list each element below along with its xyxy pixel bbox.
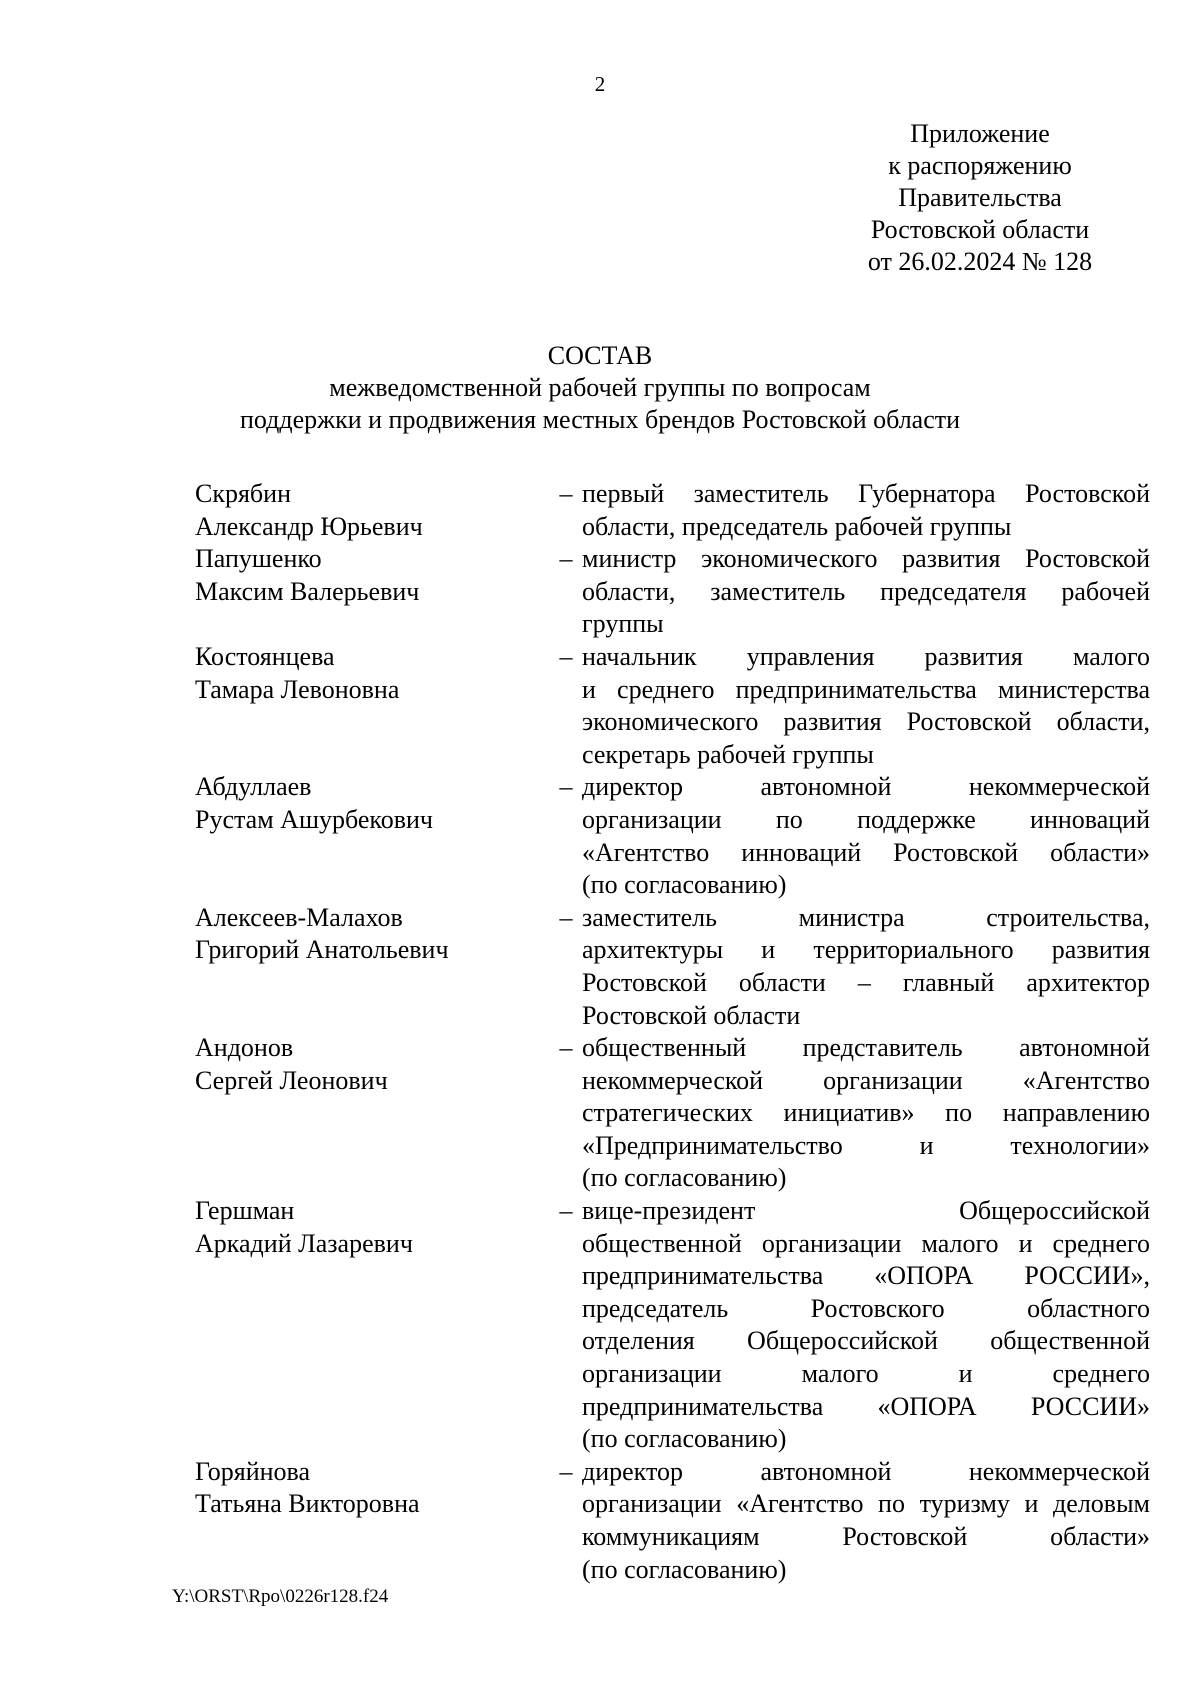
appendix-header	[820, 118, 1140, 278]
member-role-line: заместитель министра строительства,	[582, 902, 1150, 932]
member-role-line: Ростовской области	[582, 1000, 801, 1030]
member-role-line: отделения Общероссийской общественной	[582, 1326, 1150, 1356]
member-role-line: предпринимательства «ОПОРА РОССИИ»	[582, 1391, 1150, 1421]
member-given-names: Григорий Анатольевич	[195, 935, 449, 965]
member-name	[195, 543, 550, 641]
appendix-line: Ростовской области	[870, 215, 1090, 244]
member-role-line: первый заместитель Губернатора Ростовской	[582, 479, 1150, 508]
member-role-line: (по согласованию)	[582, 1163, 787, 1193]
member-role	[582, 641, 1150, 771]
member-role-line: директор автономной некоммерческой	[582, 1456, 1150, 1486]
member-row	[195, 771, 1150, 901]
member-role	[582, 1456, 1150, 1586]
member-surname: Папушенко	[195, 544, 322, 574]
member-row	[195, 1456, 1150, 1586]
appendix-line: к распоряжению	[888, 151, 1072, 180]
title-subtitle: межведомственной рабочей группы по вопросам	[329, 373, 871, 402]
member-row	[195, 478, 1150, 543]
member-row	[195, 641, 1150, 771]
member-role-line: «Агентство инноваций Ростовской области»	[582, 837, 1150, 867]
member-dash: –	[559, 1196, 573, 1226]
member-given-names: Татьяна Викторовна	[195, 1489, 420, 1519]
member-role-line: «Предпринимательство и технологии»	[582, 1130, 1150, 1160]
member-dash: –	[559, 1033, 573, 1063]
member-role-line: и среднего предпринимательства министерства	[582, 674, 1150, 704]
member-role-line: предпринимательства «ОПОРА РОССИИ»,	[582, 1261, 1150, 1291]
member-role-line: области, председатель рабочей группы	[582, 511, 1012, 541]
file-path: Y:\ORST\Rpo\0226r128.f24	[172, 1586, 389, 1607]
appendix-line: Приложение	[910, 119, 1050, 148]
member-surname: Андонов	[195, 1033, 294, 1063]
member-row	[195, 902, 1150, 1032]
member-role	[582, 1195, 1150, 1456]
member-role-line: экономического развития Ростовской области,	[582, 707, 1150, 737]
member-dash: –	[559, 772, 573, 802]
member-role-line: организации малого и среднего	[582, 1359, 1150, 1389]
member-name	[195, 641, 550, 771]
member-role-line: группы	[582, 609, 664, 639]
member-role-line: (по согласованию)	[582, 1424, 787, 1454]
member-role-line: (по согласованию)	[582, 1554, 787, 1584]
member-name	[195, 902, 550, 1032]
member-role-line: организации «Агентство по туризму и деловым	[582, 1489, 1150, 1519]
member-name	[195, 1195, 550, 1456]
member-given-names: Аркадий Лазаревич	[195, 1228, 413, 1258]
document-title	[0, 340, 1200, 436]
member-given-names: Максим Валерьевич	[195, 576, 420, 606]
member-role-line: начальник управления развития малого	[582, 641, 1150, 671]
title-heading: СОСТАВ	[547, 341, 653, 370]
member-role-line: некоммерческой организации «Агентство	[582, 1065, 1150, 1095]
member-row	[195, 1032, 1150, 1195]
member-role-line: общественной организации малого и среднего	[582, 1228, 1150, 1258]
member-role-line: области, заместитель председателя рабочей	[582, 576, 1150, 606]
member-surname: Горяйнова	[195, 1456, 311, 1486]
member-role-line: вице-президент Общероссийской	[582, 1196, 1150, 1226]
member-row	[195, 543, 1150, 641]
member-given-names: Тамара Левоновна	[195, 674, 400, 704]
member-surname: Гершман	[195, 1196, 295, 1226]
member-role-line: министр экономического развития Ростовской	[582, 544, 1150, 574]
title-subtitle: поддержки и продвижения местных брендов Ростовской области	[239, 405, 961, 434]
member-role-line: директор автономной некоммерческой	[582, 772, 1150, 802]
member-role-line: общественный представитель автономной	[582, 1033, 1150, 1063]
appendix-line: Правительства	[898, 183, 1062, 212]
member-dash: –	[559, 902, 573, 932]
member-role-line: председатель Ростовского областного	[582, 1293, 1150, 1323]
member-dash: –	[559, 479, 573, 508]
member-role-line: стратегических инициатив» по направлению	[582, 1098, 1150, 1128]
member-surname: Скрябин	[195, 479, 291, 508]
member-role-line: секретарь рабочей группы	[582, 739, 874, 769]
appendix-line: от 26.02.2024 № 128	[867, 247, 1093, 276]
member-role-line: (по согласованию)	[582, 870, 787, 900]
member-role	[582, 478, 1150, 543]
member-surname: Абдуллаев	[195, 772, 312, 802]
member-role-line: организации по поддержке инноваций	[582, 804, 1150, 834]
member-role-line: архитектуры и территориального развития	[582, 935, 1150, 965]
member-surname: Костоянцева	[195, 641, 335, 671]
member-given-names: Александр Юрьевич	[195, 511, 423, 541]
member-role	[582, 771, 1150, 901]
member-list	[195, 478, 1150, 1586]
member-surname: Алексеев-Малахов	[195, 902, 403, 932]
member-name	[195, 1456, 550, 1586]
member-dash: –	[559, 544, 573, 574]
member-name	[195, 478, 550, 543]
member-name	[195, 771, 550, 901]
member-role-line: коммуникациям Ростовской области»	[582, 1522, 1150, 1551]
member-given-names: Сергей Леонович	[195, 1065, 388, 1095]
member-role	[582, 1032, 1150, 1195]
member-row	[195, 1195, 1150, 1456]
member-role	[582, 543, 1150, 641]
member-given-names: Рустам Ашурбекович	[195, 804, 433, 834]
member-dash: –	[559, 1456, 573, 1486]
member-name	[195, 1032, 550, 1195]
member-role-line: Ростовской области – главный архитектор	[582, 967, 1150, 997]
member-role	[582, 902, 1150, 1032]
page-number: 2	[594, 72, 606, 96]
member-dash: –	[559, 641, 573, 671]
